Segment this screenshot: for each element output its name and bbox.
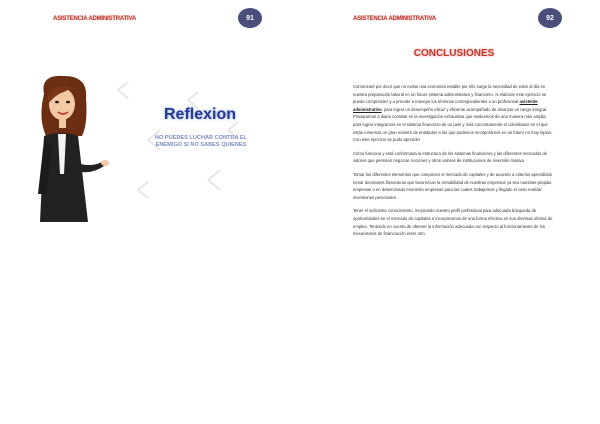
businesswoman-illustration-icon — [30, 74, 110, 224]
paragraph-1 — [353, 83, 553, 144]
paragraph-2-text: Prepararnos a diario consiste en la investigación exhaustiva que realicemos de una manera más amplia para lograr integrarnos en el sistema financiero de un país y más concretamente el colombiano en el que están inmersos un gran número de entidades a las que podemos incorporarnos en un futuro no muy lejano. Con este ejercicio se pudo aprender — [353, 114, 553, 143]
paragraph-1-end: , para lograr un desempeño eficaz y eficiente acompañado de alcanzar un rango integral. — [381, 106, 548, 112]
conclusions-body — [353, 83, 553, 244]
paragraph-1-text: Comenzaré por decir que no existe una economía estable por ello surge la necesidad de estar al día en nuestra preparación laboral en un futuro sistema administrativo y financiero. Al elaborar este ejercicio se puede comprender y a prender a manejar los términos correspondientes a un profesional — [353, 84, 547, 105]
paragraph-3: Cómo funciona y está conformada la estructura de los sistemas financieros y las diferentes mercados de valores que permiten negociar Acciones y otros valores de instituciones de inversión masiva. — [353, 150, 548, 164]
conclusiones-title: CONCLUSIONES — [413, 48, 495, 59]
paragraph-5: Tener el suficiente conocimiento, mejorando nuestro perfil profesional para adecuada búsqueda de oportunidades en el mercado de capitales e incorporarnos de una forma efectiva en sus diversas ofertas de empleo. Teniendo en cuenta de obtener la información adecuada con respecto al funcionamiento de los mecanismos de financiación entre otro. — [353, 208, 553, 237]
right-page-number: 92 — [538, 8, 562, 28]
reflexion-title: Reflexion — [163, 106, 236, 123]
left-header: ASISTENCIA ADMINISTRATIVA — [53, 16, 136, 22]
paragraph-1-emphasis: asistente administrativo — [353, 99, 538, 112]
reflexion-subtitle: NO PUEDES LUCHAR CONTRA EL ENEMIGO SI NO SABES QUIENES — [154, 135, 248, 148]
paragraph-4: Tomar los diferentes elementos que componen el mercado de capitales y de acuerdo a criterios aprendidos tomar decisiones financieras que favorezcan la rentabilidad de nuestras empresas ya sea nuestras propias empresas o en determinado momento empresas para las cuales trabajemos y llegado el caso realizar inversiones personales. — [353, 171, 553, 200]
left-page-number: 91 — [238, 8, 262, 28]
right-header: ASISTENCIA ADMINISTRATIVA — [353, 16, 436, 22]
